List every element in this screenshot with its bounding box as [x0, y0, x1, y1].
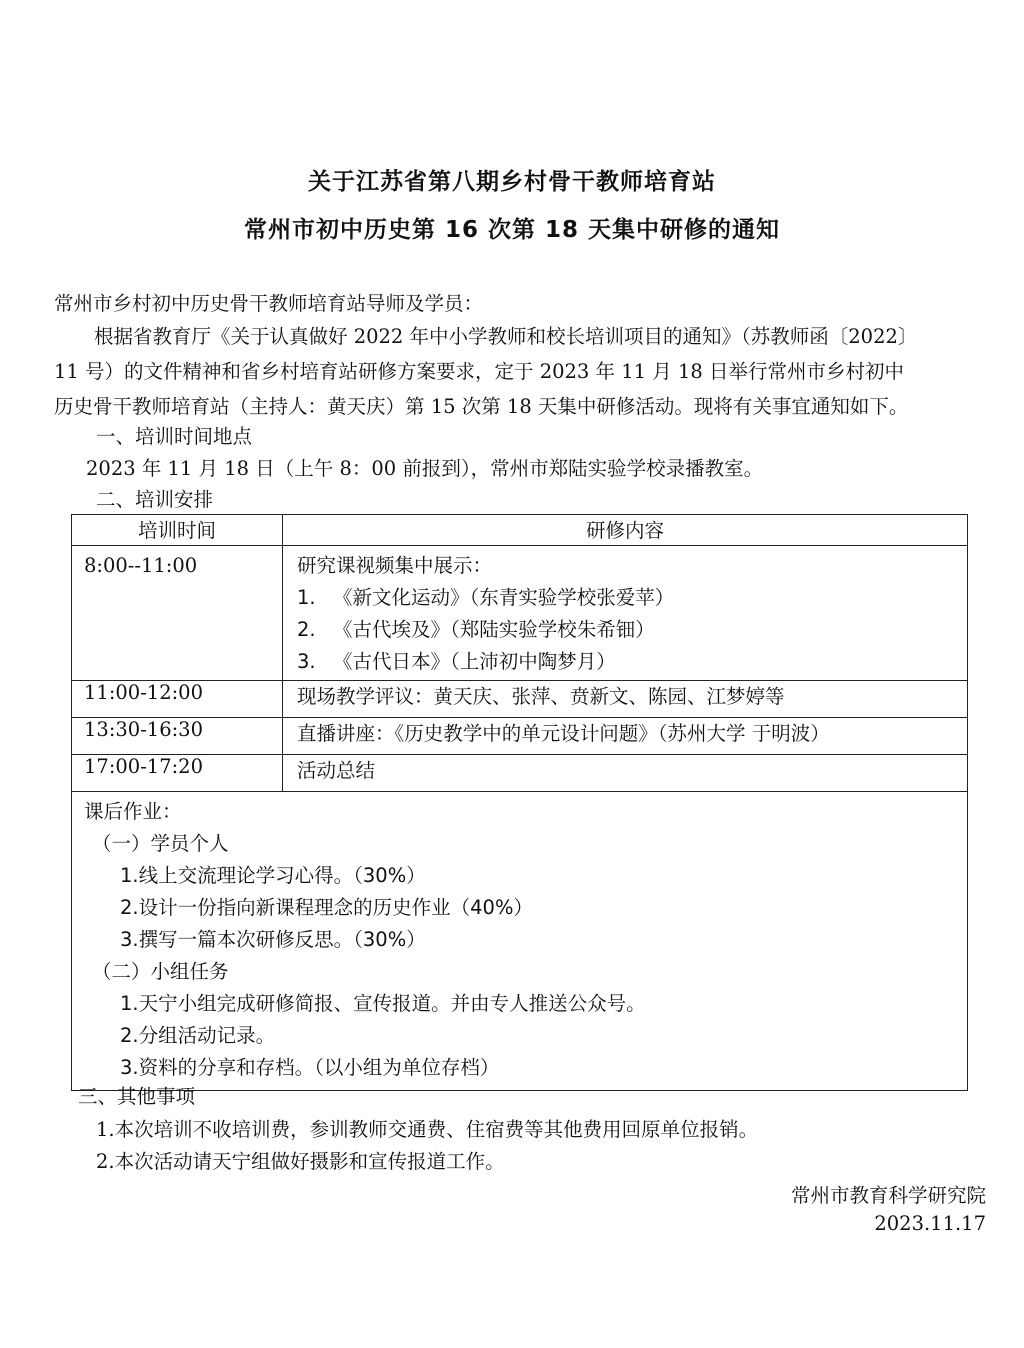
- content-line: 1. 《新文化运动》（东青实验学校张爱苹）: [297, 586, 675, 609]
- row-time: 13:30-16:30: [72, 718, 283, 755]
- section3-item: 1.本次培训不收培训费，参训教师交通费、住宿费等其他费用回原单位报销。: [96, 1118, 759, 1141]
- schedule-table: [71, 514, 968, 1091]
- content-line: 2. 《古代埃及》（郑陆实验学校朱希钿）: [297, 618, 655, 641]
- homework-item: 3.撰写一篇本次研修反思。（30%）: [120, 928, 426, 951]
- homework-row: [72, 792, 968, 1091]
- row-content: 直播讲座：《历史教学中的单元设计问题》（苏州大学 于明波）: [283, 718, 968, 755]
- content-line: 3. 《古代日本》（上沛初中陶梦月）: [297, 650, 616, 673]
- homework-item: 2.设计一份指向新课程理念的历史作业（40%）: [120, 896, 533, 919]
- content-line: 研究课视频集中展示：: [297, 554, 493, 577]
- section3-heading: 三、其他事项: [78, 1085, 196, 1108]
- row-time: 17:00-17:20: [72, 755, 283, 792]
- table-row: [72, 718, 968, 755]
- row-time: 8:00--11:00: [84, 554, 198, 577]
- document-title-line1: 关于江苏省第八期乡村骨干教师培育站: [308, 169, 716, 195]
- table-row: [72, 546, 968, 681]
- homework-item: 1.天宁小组完成研修简报、宣传报道。并由专人推送公众号。: [120, 992, 646, 1015]
- section2-heading: 二、培训安排: [96, 488, 214, 511]
- intro-line: 11 号）的文件精神和省乡村培育站研修方案要求，定于 2023 年 11 月 18 日举行常州市乡村初中: [54, 360, 904, 383]
- salutation: 常州市乡村初中历史骨干教师培育站导师及学员：: [54, 292, 484, 315]
- issuer: 常州市教育科学研究院: [790, 1184, 986, 1207]
- intro-line: 历史骨干教师培育站（主持人：黄天庆）第 15 次第 18 天集中研修活动。现将有关事宜通知如下。: [54, 395, 909, 418]
- document-title-line2: 常州市初中历史第 16 次第 18 天集中研修的通知: [243, 217, 781, 243]
- intro-paragraph: [54, 324, 988, 429]
- homework-group1-title: （一）学员个人: [92, 832, 229, 855]
- row-content: 现场教学评议：黄天庆、张萍、贲新文、陈园、江梦婷等: [283, 681, 968, 718]
- header-content: 研修内容: [283, 515, 968, 546]
- section3-item: 2.本次活动请天宁组做好摄影和宣传报道工作。: [96, 1150, 505, 1173]
- section1-heading: 一、培训时间地点: [96, 425, 253, 448]
- row-content: 活动总结: [283, 755, 968, 792]
- homework-item: 1.线上交流理论学习心得。（30%）: [120, 864, 426, 887]
- header-time: 培训时间: [72, 515, 283, 546]
- homework-item: 2.分组活动记录。: [120, 1024, 276, 1047]
- issue-date: 2023.11.17: [874, 1212, 986, 1235]
- intro-line: 根据省教育厅《关于认真做好 2022 年中小学教师和校长培训项目的通知》（苏教师函〔2022〕: [94, 325, 918, 348]
- homework-item: 3.资料的分享和存档。（以小组为单位存档）: [120, 1056, 500, 1079]
- row-time: 11:00-12:00: [72, 681, 283, 718]
- homework-title: 课后作业：: [84, 800, 182, 823]
- table-row: [72, 755, 968, 792]
- homework-group2-title: （二）小组任务: [92, 960, 229, 983]
- table-header-row: [72, 515, 968, 546]
- table-row: [72, 681, 968, 718]
- section1-content: 2023 年 11 月 18 日（上午 8：00 前报到），常州市郑陆实验学校录播教室。: [86, 457, 764, 480]
